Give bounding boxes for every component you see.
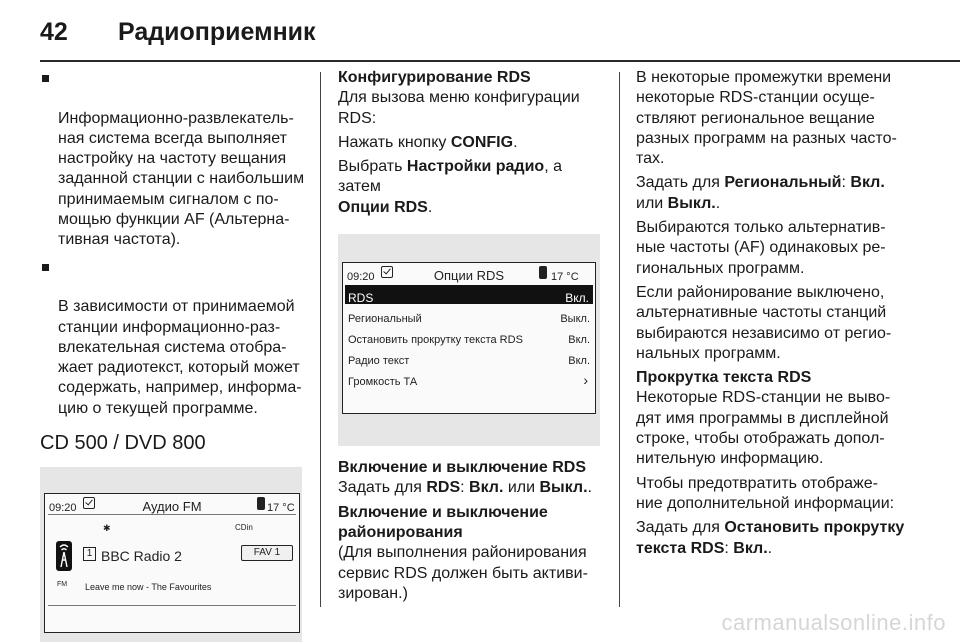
bottom-divider bbox=[48, 605, 296, 606]
step-2: Выбрать Настройки радио, а затем Опции RDS. bbox=[338, 158, 562, 216]
rds-menu bbox=[343, 285, 595, 388]
thermometer-icon bbox=[539, 266, 547, 279]
rds-onoff-heading: Включение и выключение RDS bbox=[338, 459, 587, 477]
regional-set-text: Задать для Региональный: Вкл. или Выкл.. bbox=[636, 174, 885, 212]
audio-fm-display bbox=[44, 493, 300, 633]
page-number: 42 bbox=[40, 18, 68, 46]
menu-row-rds[interactable]: RDS Вкл. bbox=[345, 285, 593, 304]
bullet-item bbox=[40, 257, 308, 419]
section-heading: CD 500 / DVD 800 bbox=[40, 432, 206, 455]
preset-number[interactable]: 1 bbox=[83, 547, 96, 561]
source-bar bbox=[45, 515, 299, 533]
chevron-right-icon: › bbox=[583, 372, 588, 389]
page-header bbox=[0, 0, 960, 62]
bluetooth-icon: ✱ bbox=[103, 523, 111, 534]
regional-note: (Для выполнения районирования сервис RDS должен быть активи- зирован.) bbox=[338, 544, 588, 602]
column-1 bbox=[40, 68, 308, 642]
scroll-text: Некоторые RDS-станции не выво- дят имя программы в дисплейной строке, чтобы отображать допол- нительную информацию. bbox=[636, 389, 891, 468]
rds-config-intro: Для вызова меню конфигурации RDS: bbox=[338, 89, 580, 127]
radiotext-line: Leave me now - The Favourites bbox=[85, 582, 212, 593]
bullet-item bbox=[40, 68, 308, 251]
cdin-indicator: CDin bbox=[235, 523, 253, 533]
rds-config-heading: Конфигурирование RDS bbox=[338, 69, 531, 86]
fav-button[interactable]: FAV 1 bbox=[241, 545, 293, 561]
scroll-set-text: Задать для Остановить прокрутку текста RDS: Вкл.. bbox=[636, 519, 905, 557]
regional-on-text: Выбираются только альтернатив- ные частоты (AF) одинаковых ре- гиональных программ. bbox=[636, 219, 886, 277]
bullet-text: В зависимости от принимаемой станции информационно-раз- влекательная система отобра- жает радиотекст, который может содержать, например, информа- цию о текущей программе. bbox=[58, 298, 302, 417]
station-area bbox=[45, 533, 299, 605]
page-title: Радиоприемник bbox=[118, 18, 316, 46]
temperature: 17 °C bbox=[267, 502, 295, 515]
bullet-square-icon bbox=[42, 264, 49, 271]
regional-broadcast-text: В некоторые промежутки времени некоторые RDS-станции осуще- ствляют региональное вещание разных программ на разных часто- тах. bbox=[636, 69, 897, 168]
regional-onoff-heading: Включение и выключение районирования bbox=[338, 503, 548, 541]
column-divider-1 bbox=[320, 72, 321, 607]
station-name: BBC Radio 2 bbox=[101, 548, 182, 565]
temperature: 17 °C bbox=[551, 271, 579, 284]
band-label: FM bbox=[57, 581, 68, 589]
clock: 09:20 bbox=[49, 502, 77, 515]
status-bar bbox=[45, 494, 299, 514]
bullet-text: Информационно-развлекатель- ная система всегда выполняет настройку на частоту вещания заданной станции с наибольшим принимаемым сигналом с по- мощью функции AF (Альтерна- тивная частота). bbox=[58, 109, 305, 249]
rds-options-screen-image bbox=[338, 234, 600, 446]
menu-row-regional[interactable]: Региональный Выкл. bbox=[348, 313, 590, 326]
audio-fm-screen-image bbox=[40, 467, 302, 642]
menu-row-radiotext[interactable]: Радио текст Вкл. bbox=[348, 355, 590, 368]
clock: 09:20 bbox=[347, 271, 375, 284]
bullet-square-icon bbox=[42, 75, 49, 82]
rds-options-display bbox=[342, 262, 596, 414]
column-divider-2 bbox=[619, 72, 620, 607]
screen-title: Аудио FM bbox=[142, 499, 202, 515]
status-bar bbox=[343, 263, 595, 283]
radio-tower-icon bbox=[55, 541, 73, 571]
step-1: Нажать кнопку CONFIG. bbox=[338, 133, 518, 151]
screen-title: Опции RDS bbox=[433, 268, 505, 284]
header-rule bbox=[40, 60, 960, 62]
column-2 bbox=[338, 68, 606, 608]
scroll-prevent-text: Чтобы предотвратить отображе- ние дополнительной информации: bbox=[636, 474, 895, 512]
rds-onoff-text: Задать для RDS: Вкл. или Выкл.. bbox=[338, 479, 592, 497]
thermometer-icon bbox=[257, 497, 265, 510]
watermark: carmanualsonline.info bbox=[721, 610, 946, 635]
menu-row-ta-volume[interactable]: Громкость ТА › bbox=[343, 367, 595, 388]
regional-off-text: Если районирование выключено, альтернативные частоты станций выбираются независимо от регио- нальных программ. bbox=[636, 283, 892, 362]
scroll-heading: Прокрутка текста RDS bbox=[636, 369, 812, 387]
column-3 bbox=[636, 68, 936, 563]
menu-row-stop-scroll[interactable]: Остановить прокрутку текста RDS Вкл. bbox=[348, 334, 590, 347]
